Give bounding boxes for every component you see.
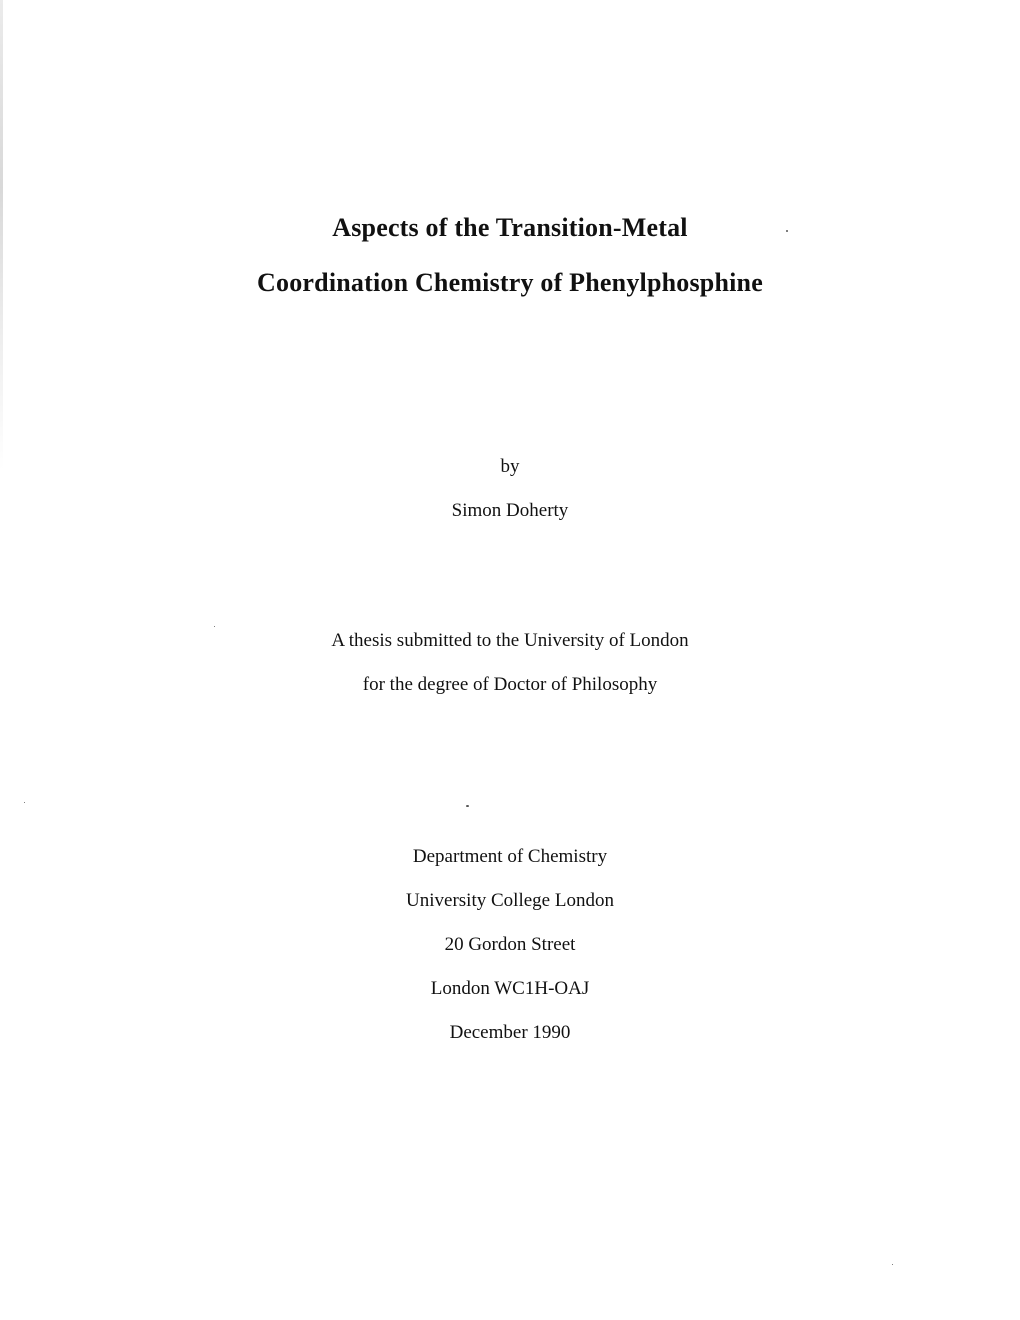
street-address: 20 Gordon Street — [444, 934, 576, 955]
thesis-title-line-1: Aspects of the Transition-Metal — [332, 213, 688, 242]
department-name: Department of Chemistry — [412, 846, 608, 867]
thesis-title-line-2: Coordination Chemistry of Phenylphosphine — [257, 268, 763, 297]
scan-speck — [466, 805, 469, 807]
city-postcode: London WC1H-OAJ — [430, 978, 590, 999]
by-label: by — [500, 456, 520, 477]
university-name: University College London — [406, 890, 614, 911]
submission-date: December 1990 — [449, 1022, 571, 1043]
scan-speck — [892, 1264, 893, 1265]
scan-speck — [786, 230, 788, 232]
author-name: Simon Doherty — [451, 500, 569, 521]
scan-speck — [24, 802, 25, 803]
submission-statement-line-2: for the degree of Doctor of Philosophy — [362, 674, 658, 695]
scan-speck — [214, 626, 215, 627]
submission-statement-line-1: A thesis submitted to the University of London — [331, 630, 689, 651]
